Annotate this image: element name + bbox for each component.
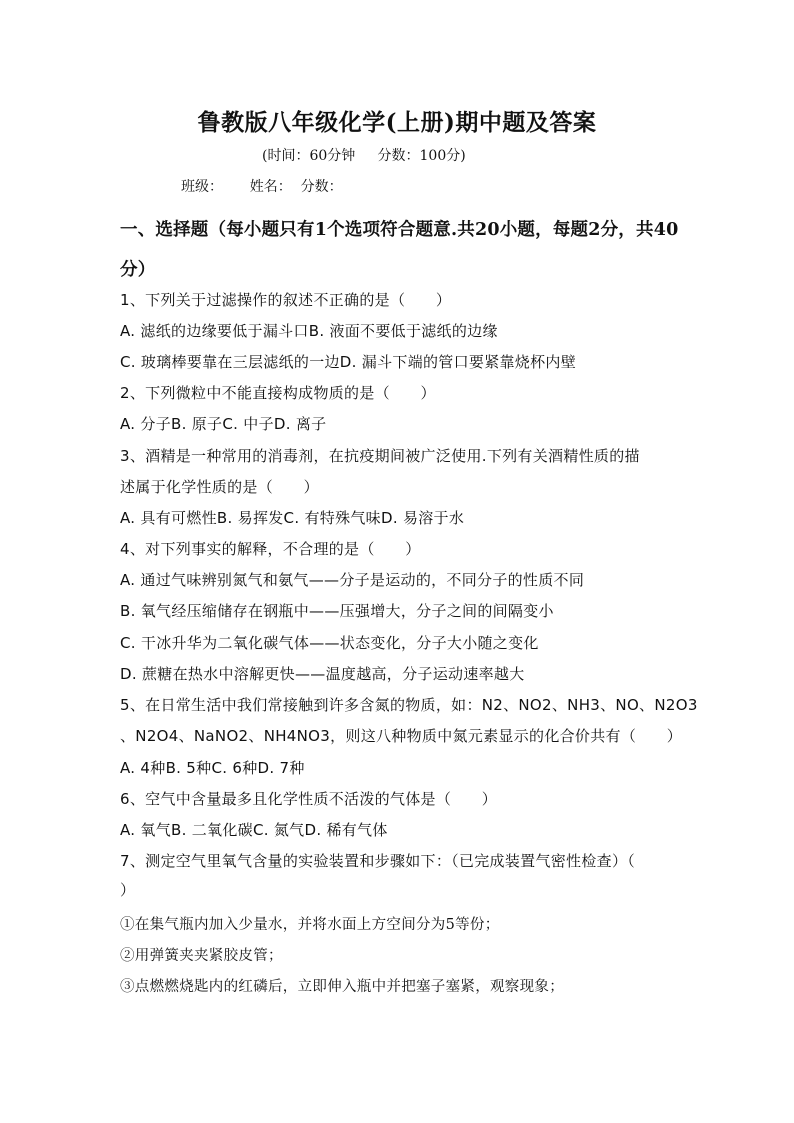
question-2-options: A. 分子B. 原子C. 中子D. 离子	[120, 415, 327, 433]
question-6: 6、空气中含量最多且化学性质不活泼的气体是（ ）	[120, 790, 498, 808]
question-4-option-b: B. 氧气经压缩储存在钢瓶中——压强增大，分子之间的间隔变小	[120, 602, 554, 620]
question-3-line2: 述属于化学性质的是（ ）	[120, 478, 319, 496]
question-4-option-d: D. 蔗糖在热水中溶解更快——温度越高，分子运动速率越大	[120, 665, 525, 683]
question-7-line2: ）	[120, 881, 136, 899]
question-4-option-a: A. 通过气味辨别氮气和氨气——分子是运动的，不同分子的性质不同	[120, 571, 585, 589]
question-7-step-2: ②用弹簧夹夹紧胶皮管；	[120, 948, 283, 964]
question-4: 4、对下列事实的解释，不合理的是（ ）	[120, 540, 421, 558]
question-5-line1: 5、在日常生活中我们常接触到许多含氮的物质，如：N2、NO2、NH3、NO、N2O3	[120, 696, 698, 714]
exam-time-score: (时间：60分钟 分数：100分)	[262, 148, 466, 164]
question-5-options: A. 4种B. 5种C. 6种D. 7种	[120, 759, 305, 777]
question-1: 1、下列关于过滤操作的叙述不正确的是（ ）	[120, 291, 452, 309]
question-6-options: A. 氧气B. 二氧化碳C. 氮气D. 稀有气体	[120, 821, 388, 839]
question-3-options: A. 具有可燃性B. 易挥发C. 有特殊气味D. 易溶于水	[120, 509, 465, 527]
question-7-step-1: ①在集气瓶内加入少量水，并将水面上方空间分为5等份；	[120, 917, 500, 933]
document-title: 鲁教版八年级化学(上册)期中题及答案	[197, 109, 597, 136]
question-1-options-ab: A. 滤纸的边缘要低于漏斗口B. 液面不要低于滤纸的边缘	[120, 322, 498, 340]
question-4-option-c: C. 干冰升华为二氧化碳气体——状态变化，分子大小随之变化	[120, 634, 539, 652]
question-2: 2、下列微粒中不能直接构成物质的是（ ）	[120, 384, 436, 402]
question-7-line1: 7、测定空气里氧气含量的实验装置和步骤如下：（已完成装置气密性检查）（	[120, 852, 636, 870]
student-info-line: 班级： 姓名： 分数：	[181, 179, 343, 195]
question-3-line1: 3、酒精是一种常用的消毒剂，在抗疫期间被广泛使用.下列有关酒精性质的描	[120, 447, 640, 465]
section-heading: 一、选择题（每小题只有1个选项符合题意.共20小题，每题2分，共40分）	[120, 220, 679, 280]
question-1-options-cd: C. 玻璃棒要靠在三层滤纸的一边D. 漏斗下端的管口要紧靠烧杯内壁	[120, 353, 576, 371]
question-5-line2: 、N2O4、NaNO2、NH4NO3，则这八种物质中氮元素显示的化合价共有（ ）	[120, 727, 683, 745]
question-7-step-3: ③点燃燃烧匙内的红磷后，立即伸入瓶中并把塞子塞紧，观察现象；	[120, 979, 564, 995]
